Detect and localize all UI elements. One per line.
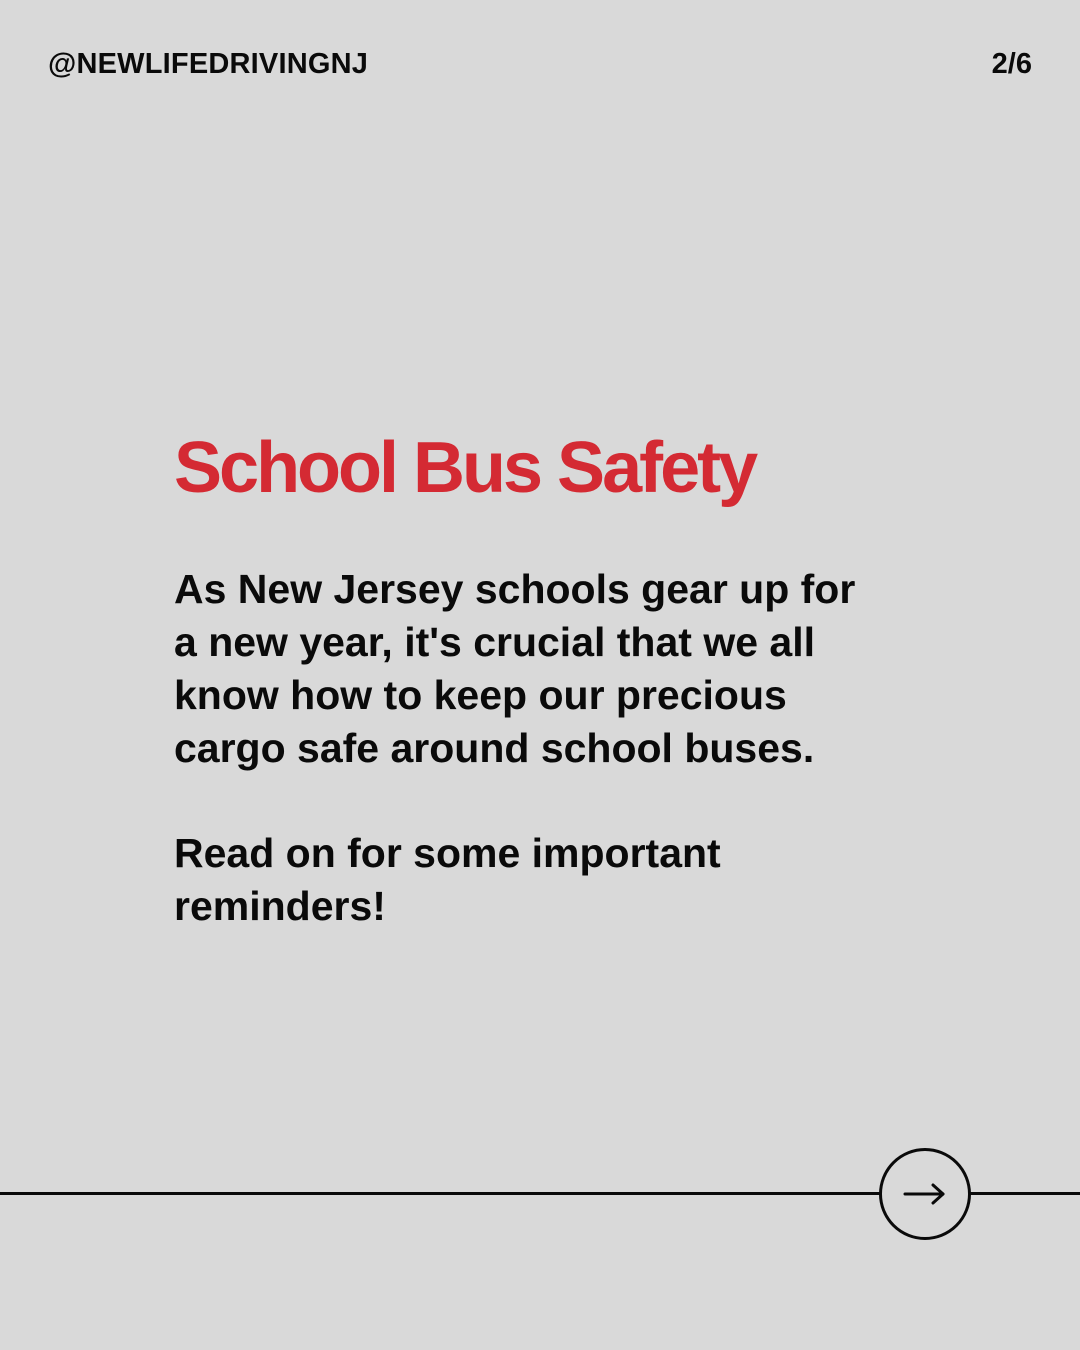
account-handle: @NEWLIFEDRIVINGNJ xyxy=(48,48,369,80)
page-count: 2/6 xyxy=(991,48,1032,80)
next-slide-button[interactable] xyxy=(879,1148,971,1240)
page-title: School Bus Safety xyxy=(174,428,756,508)
footer-divider-left xyxy=(0,1192,880,1195)
intro-paragraph: As New Jersey schools gear up for a new year, it's crucial that we all know how to keep our precious cargo safe around school buses. xyxy=(174,566,856,771)
main-content xyxy=(174,425,954,933)
arrow-right-icon xyxy=(903,1182,947,1206)
reminder-paragraph: Read on for some important reminders! xyxy=(174,830,721,929)
footer-divider-right xyxy=(968,1192,1080,1195)
